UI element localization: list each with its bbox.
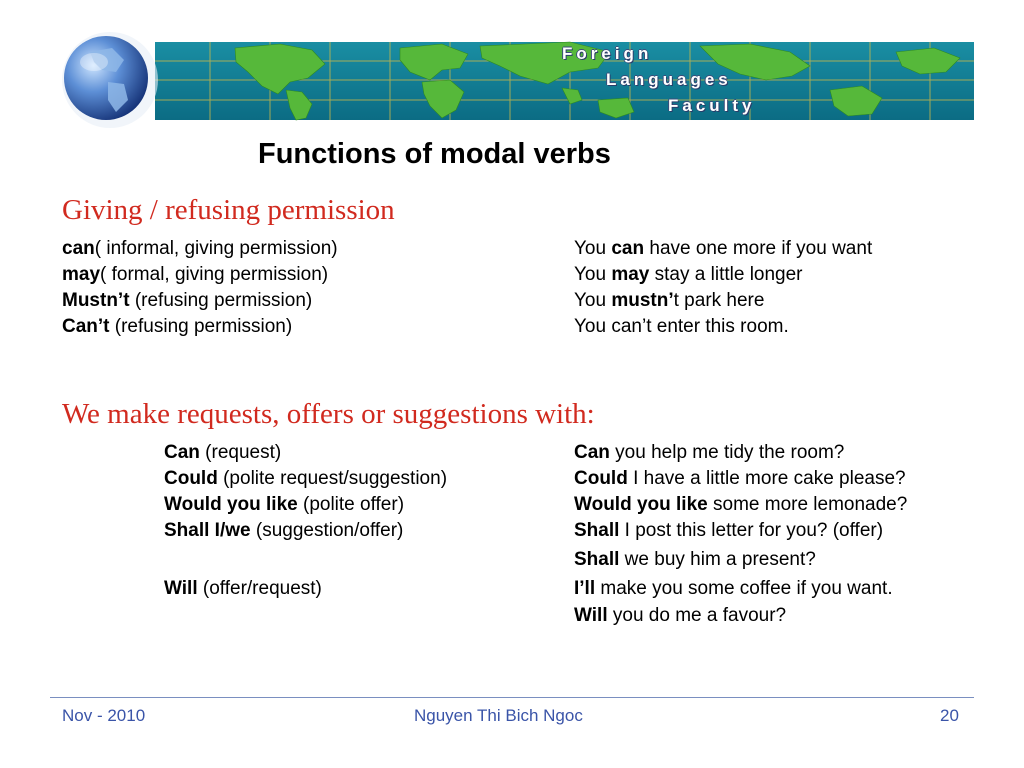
permission-example-row: You may stay a little longer: [574, 264, 803, 285]
header-banner: [50, 28, 974, 132]
request-example-row: Shall we buy him a present?: [574, 549, 816, 570]
footer-date: Nov - 2010: [62, 706, 146, 725]
request-example-row: Can you help me tidy the room?: [574, 442, 845, 463]
page-title: Functions of modal verbs: [258, 138, 611, 170]
faculty-line-2: Languages: [606, 70, 732, 89]
faculty-line-3: Faculty: [668, 96, 756, 115]
request-example-row: Would you like some more lemonade?: [574, 494, 908, 515]
section-heading-permission: Giving / refusing permission: [62, 194, 395, 226]
permission-example-row: You can’t enter this room.: [574, 316, 789, 337]
request-modal-row: Could (polite request/suggestion): [164, 468, 448, 489]
request-example-row: Shall I post this letter for you? (offer): [574, 520, 884, 541]
permission-modal-row: Mustn’t (refusing permission): [62, 290, 313, 311]
request-modal-row: Will (offer/request): [164, 578, 322, 599]
permission-example-row: You can have one more if you want: [574, 238, 873, 259]
faculty-line-1: Foreign: [562, 44, 653, 63]
page-number: 20: [940, 706, 959, 725]
request-modal-row: Would you like (polite offer): [164, 494, 405, 515]
world-map-banner: [50, 28, 974, 132]
footer-author: Nguyen Thi Bich Ngoc: [414, 706, 583, 725]
request-example-row: I’ll make you some coffee if you want.: [574, 578, 893, 599]
request-example-row: Will you do me a favour?: [574, 605, 787, 626]
permission-modal-row: can( informal, giving permission): [62, 238, 338, 259]
permission-modal-row: Can’t (refusing permission): [62, 316, 293, 337]
permission-example-row: You mustn’t park here: [574, 290, 765, 311]
footer-divider: [50, 697, 974, 698]
request-modal-row: Can (request): [164, 442, 282, 463]
request-example-row: Could I have a little more cake please?: [574, 468, 906, 489]
section-heading-requests: We make requests, offers or suggestions with:: [62, 398, 595, 430]
permission-modal-row: may( formal, giving permission): [62, 264, 329, 285]
request-modal-row: Shall I/we (suggestion/offer): [164, 520, 404, 541]
globe-icon: [64, 36, 148, 120]
